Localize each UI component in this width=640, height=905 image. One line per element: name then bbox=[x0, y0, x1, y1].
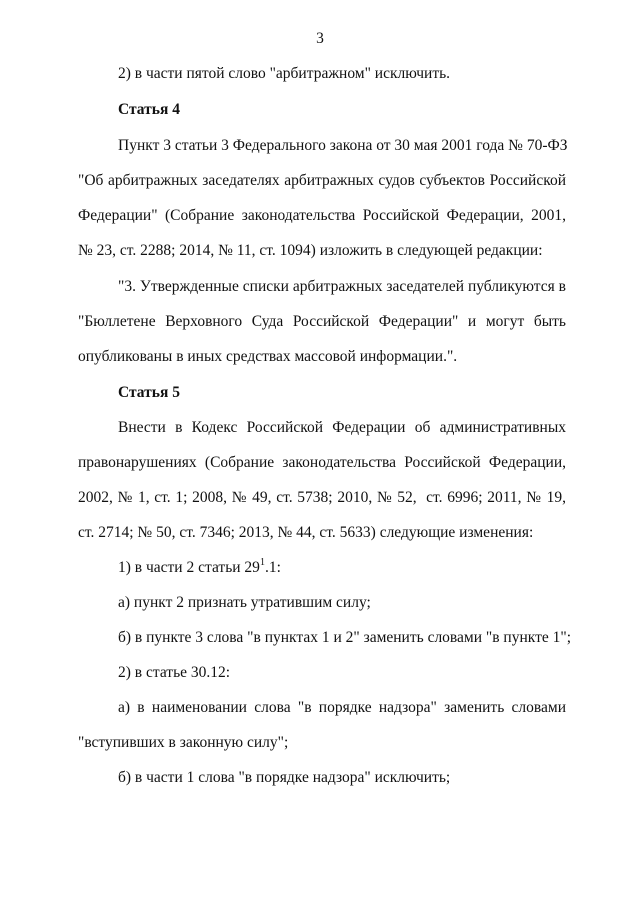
paragraph-line: ст. 2714; № 50, ст. 7346; 2013, № 44, ст. 5633) следующие изменения: bbox=[78, 524, 534, 541]
paragraph-line: правонарушениях (Собрание законодательства Российской Федерации, bbox=[78, 454, 566, 471]
paragraph-line: Федерации" (Собрание законодательства Российской Федерации, 2001, bbox=[78, 207, 566, 224]
line-text: .1: bbox=[264, 559, 281, 576]
paragraph-line: № 23, ст. 2288; 2014, № 11, ст. 1094) изложить в следующей редакции: bbox=[78, 242, 543, 259]
paragraph-line: Пункт 3 статьи 3 Федерального закона от 30 мая 2001 года № 70-ФЗ bbox=[118, 137, 568, 154]
paragraph-line: опубликованы в иных средствах массовой информации.". bbox=[78, 348, 458, 365]
paragraph-line: 2) в части пятой слово "арбитражном" исключить. bbox=[118, 65, 451, 82]
paragraph-line: "Об арбитражных заседателях арбитражных судов субъектов Российской bbox=[78, 172, 566, 189]
paragraph-line: Внести в Кодекс Российской Федерации об административных bbox=[118, 419, 566, 436]
superscript: 1 bbox=[259, 556, 265, 568]
paragraph-line: б) в пункте 3 слова "в пунктах 1 и 2" заменить словами "в пункте 1"; bbox=[118, 629, 572, 646]
paragraph-line: а) в наименовании слова "в порядке надзора" заменить словами bbox=[118, 699, 566, 716]
article-heading-4: Статья 4 bbox=[118, 101, 180, 118]
paragraph-line: "вступивших в законную силу"; bbox=[78, 734, 289, 751]
paragraph-line: б) в части 1 слова "в порядке надзора" исключить; bbox=[118, 769, 451, 786]
paragraph-line: 2002, № 1, ст. 1; 2008, № 49, ст. 5738; 2010, № 52, ст. 6996; 2011, № 19, bbox=[78, 489, 566, 506]
paragraph-line: "3. Утвержденные списки арбитражных заседателей публикуются в bbox=[118, 278, 566, 295]
paragraph-line bbox=[118, 558, 566, 578]
paragraph-line: 2) в статье 30.12: bbox=[118, 664, 231, 681]
line-text: 1) в части 2 статьи 29 bbox=[118, 559, 260, 576]
paragraph-line: "Бюллетене Верховного Суда Российской Федерации" и могут быть bbox=[78, 313, 566, 330]
article-heading-5: Статья 5 bbox=[118, 384, 180, 401]
page-number: 3 bbox=[316, 30, 324, 47]
paragraph-line: а) пункт 2 признать утратившим силу; bbox=[118, 594, 371, 611]
